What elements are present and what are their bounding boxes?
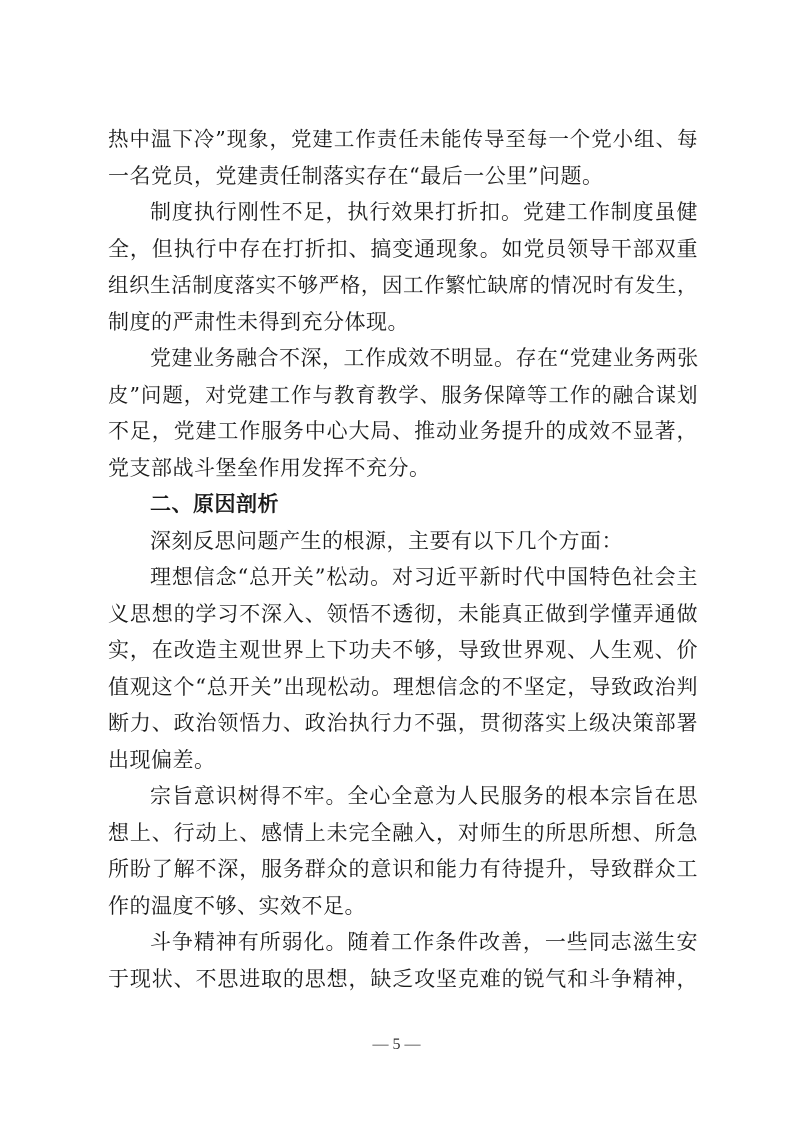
text-line: 所盼了解不深，服务群众的意识和能力有待提升，导致群众工 (108, 857, 698, 881)
body-text (108, 121, 698, 997)
page-number: — 5 — (372, 1036, 421, 1053)
text-line: 不足，党建工作服务中心大局、推动业务提升的成效不显著， (108, 419, 698, 443)
text-line: 党支部战斗堡垒作用发挥不充分。 (108, 455, 431, 480)
text-line: 热中温下冷”现象，党建工作责任未能传导至每一个党小组、每 (108, 127, 698, 151)
text-line: 义思想的学习不深入、领悟不透彻，未能真正做到学懂弄通做 (108, 601, 698, 626)
text-line: 作的温度不够、实效不足。 (108, 893, 366, 918)
text-line: 于现状、不思进取的思想，缺乏攻坚克难的锐气和斗争精神， (108, 966, 698, 991)
paragraph-first-line: 斗争精神有所弱化。随着工作条件改善，一些同志滋生安 (150, 930, 698, 954)
text-line: 值观这个“总开关”出现松动。理想信念的不坚定，导致政治判 (108, 674, 698, 699)
text-line: 一名党员，党建责任制落实存在“最后一公里”问题。 (108, 163, 604, 188)
text-line: 皮”问题，对党建工作与教育教学、服务保障等工作的融合谋划 (108, 382, 698, 407)
text-line: 制度的严肃性未得到充分体现。 (108, 309, 409, 334)
text-line: 想上、行动上、感情上未完全融入，对师生的所思所想、所急 (108, 820, 698, 845)
section-heading: 二、原因剖析 (150, 492, 279, 516)
paragraph-first-line: 深刻反思问题产生的根源，主要有以下几个方面： (150, 528, 623, 553)
text-line: 实，在改造主观世界上下功夫不够，导致世界观、人生观、价 (108, 638, 698, 662)
paragraph-first-line: 制度执行刚性不足，执行效果打折扣。党建工作制度虽健 (150, 200, 698, 224)
paragraph-first-line: 理想信念“总开关”松动。对习近平新时代中国特色社会主 (150, 565, 698, 589)
text-line: 出现偏差。 (108, 747, 216, 772)
text-line: 断力、政治领悟力、政治执行力不强，贯彻落实上级决策部署 (108, 711, 698, 735)
paragraph-first-line: 宗旨意识树得不牢。全心全意为人民服务的根本宗旨在思 (150, 784, 698, 808)
text-line: 全，但执行中存在打折扣、搞变通现象。如党员领导干部双重 (108, 236, 698, 261)
paragraph-first-line: 党建业务融合不深，工作成效不明显。存在“党建业务两张 (150, 346, 699, 370)
text-line: 组织生活制度落实不够严格，因工作繁忙缺席的情况时有发生， (108, 273, 698, 297)
